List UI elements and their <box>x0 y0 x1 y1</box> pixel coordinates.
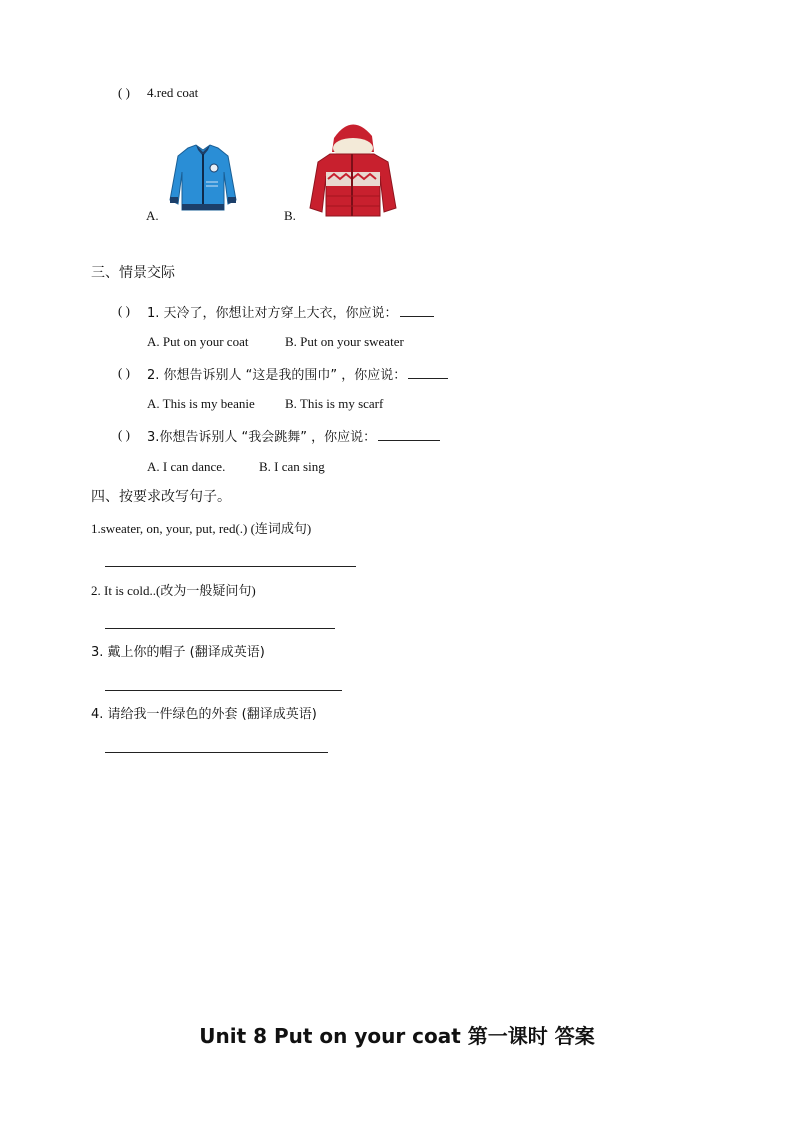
s3-q2-answer-blank[interactable] <box>408 366 448 379</box>
s4-q3-answer-line[interactable] <box>105 690 342 691</box>
section4-heading: 四、按要求改写句子。 <box>91 489 231 505</box>
s3-q2-option-a[interactable]: A. This is my beanie <box>147 396 255 411</box>
q4-option-a-label[interactable]: A. <box>146 208 159 223</box>
s3-q2-prompt: 2. 你想告诉别人 “这是我的围巾” ，你应说： <box>147 368 407 383</box>
s3-q3-option-b[interactable]: B. I can sing <box>259 459 325 474</box>
s3-q3-option-a[interactable]: A. I can dance. <box>147 459 226 474</box>
s3-q1-option-b[interactable]: B. Put on your sweater <box>285 334 404 349</box>
s3-q3-paren[interactable]: ( ) <box>118 427 130 442</box>
s3-q2-option-b[interactable]: B. This is my scarf <box>285 396 384 411</box>
s4-q2-answer-line[interactable] <box>105 628 335 629</box>
s4-q4-text: 4. 请给我一件绿色的外套 (翻译成英语) <box>91 707 317 722</box>
q4-paren[interactable]: ( ) <box>118 85 130 100</box>
blue-jacket-image <box>166 142 240 216</box>
q4-text: 4.red coat <box>147 85 199 100</box>
s3-q3-prompt: 3.你想告诉别人 “我会跳舞” ，你应说： <box>147 430 377 445</box>
s3-q1-answer-blank[interactable] <box>400 304 434 317</box>
s4-q1-answer-line[interactable] <box>105 566 356 567</box>
s3-q3-answer-blank[interactable] <box>378 428 440 441</box>
s3-q2-paren[interactable]: ( ) <box>118 365 130 380</box>
s3-q1-text <box>147 304 434 320</box>
s3-q1-prompt: 1. 天冷了，你想让对方穿上大衣，你应说： <box>147 306 398 321</box>
section3-heading: 三、情景交际 <box>91 265 175 281</box>
s3-q1-paren[interactable]: ( ) <box>118 303 130 318</box>
s4-q3-text: 3. 戴上你的帽子 (翻译成英语) <box>91 645 265 660</box>
red-coat-image <box>304 116 400 218</box>
s3-q2-text <box>147 366 448 382</box>
s3-q3-text <box>147 428 440 444</box>
s3-q1-option-a[interactable]: A. Put on your coat <box>147 334 249 349</box>
s4-q1-text: 1.sweater, on, your, put, red(.) (连词成句) <box>91 521 312 536</box>
answer-key-title: Unit 8 Put on your coat 第一课时 答案 <box>199 1024 595 1048</box>
q4-option-b-label[interactable]: B. <box>284 208 296 223</box>
s4-q4-answer-line[interactable] <box>105 752 328 753</box>
s4-q2-text: 2. It is cold..(改为一般疑问句) <box>91 583 256 598</box>
